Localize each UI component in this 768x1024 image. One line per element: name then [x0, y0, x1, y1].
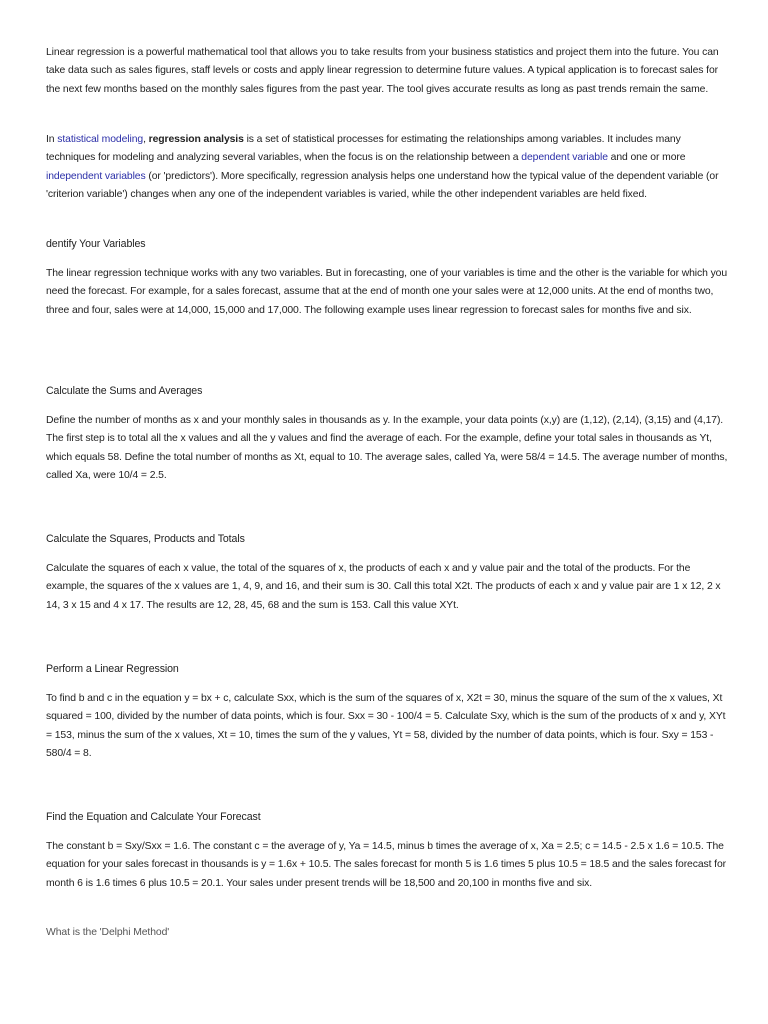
- independent-variables-link[interactable]: independent variables: [46, 170, 146, 182]
- delphi-method-link[interactable]: What is the 'Delphi Method': [46, 927, 170, 938]
- text-segment: ,: [143, 134, 149, 145]
- text-segment: (or 'predictors'). More specifically, regression analysis helps one understand how the typical value of the dependent variable (or 'criterion variable') changes when any one of the independent variables is varied, while the other independent variables are held fixed.: [46, 170, 719, 201]
- linear-regression-paragraph: To find b and c in the equation y = bx + c, calculate Sxx, which is the sum of the squares of x, X2t = 30, minus the square of the sum of the x values, Xt squared = 100, divided by the number of data points, which is four. Sxx = 30 - 100/4 = 5. Calculate Sxy, which is the sum of the products of x and y, XYt = 153, minus the sum of the x values, Xt = 10, times the sum of the y values, Yt = 58, divided by the number of data points, which is four. Sxy = 153 - 580/4 = 8.: [46, 693, 726, 760]
- statistical-modeling-link[interactable]: statistical modeling: [57, 134, 144, 145]
- heading-identify-variables: dentify Your Variables: [46, 238, 146, 250]
- heading-linear-regression: Perform a Linear Regression: [46, 663, 179, 675]
- variables-paragraph: The linear regression technique works with any two variables. But in forecasting, one of your variables is time and the other is the variable for which you need the forecast. For example, for a sales forecast, assume that at the end of month one your sales were at 12,000 units. At the end of months two, three and four, sales were at 14,000, 15,000 and 17,000. The following example uses linear regression to forecast sales for months five and six.: [46, 268, 728, 316]
- text-segment: and one or more: [607, 152, 686, 164]
- heading-squares-products: Calculate the Squares, Products and Totals: [46, 533, 245, 545]
- equation-forecast-paragraph: The constant b = Sxy/Sxx = 1.6. The constant c = the average of y, Ya = 14.5, minus b times the average of x, Xa = 2.5; c = 14.5 - 2.5 x 1.6 = 10.5. The equation for your sales forecast in thousands is y = 1.6x + 10.5. The sales forecast for month 5 is 1.6 times 5 plus 10.5 = 18.5 and the sales forecast for month 6 is 1.6 times 6 plus 10.5 = 20.1. Your sales under present trends will be 18,500 and 20,100 in months five and six.: [46, 841, 727, 889]
- intro-paragraph: Linear regression is a powerful mathematical tool that allows you to take results from your business statistics and project them into the future. You can take data such as sales figures, staff levels or costs and apply linear regression to determine future values. A typical application is to forecast sales for the next few months based on the monthly sales figures from the past year. The tool gives accurate results as long as past trends remain the same.: [46, 47, 719, 95]
- regression-analysis-term: regression analysis: [148, 134, 244, 145]
- sums-averages-paragraph: Define the number of months as x and your monthly sales in thousands as y. In the example, your data points (x,y) are (1,12), (2,14), (3,15) and (4,17). The first step is to total all the x values and all the y values and find the average of each. For the example, define your total sales in thousands as Yt, which equals 58. Define the total number of months as Xt, equal to 10. The average sales, called Ya, were 58/4 = 14.5. The average number of months, called Xa, were 10/4 = 2.5.: [46, 415, 728, 482]
- text-segment: In: [46, 134, 58, 145]
- squares-products-paragraph: Calculate the squares of each x value, the total of the squares of x, the products of each x and y value pair and the total of the products. For the example, the squares of the x values are 1, 4, 9, and 16, and their sum is 30. Call this total X2t. The products of each x and y value pair are 1 x 12, 2 x 14, 3 x 15 and 4 x 17. The results are 12, 28, 45, 68 and the sum is 153. Call this value XYt.: [46, 563, 721, 611]
- heading-sums-averages: Calculate the Sums and Averages: [46, 385, 203, 397]
- text-segment: is a set of statistical processes for estimating the relationships among variables. It includes many techniques for modeling and analyzing several variables, when the focus is on the relationship between a: [46, 134, 681, 164]
- regression-definition-paragraph: [46, 131, 728, 205]
- dependent-variable-link[interactable]: dependent variable: [521, 152, 608, 164]
- heading-equation-forecast: Find the Equation and Calculate Your Forecast: [46, 811, 261, 823]
